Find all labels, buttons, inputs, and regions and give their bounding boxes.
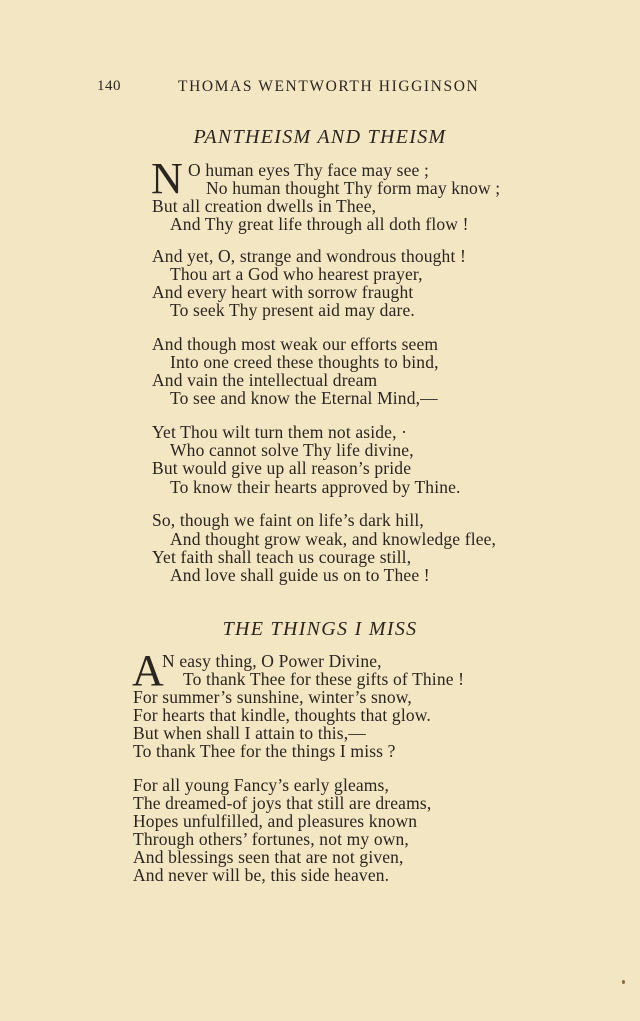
poem-line: And blessings seen that are not given, — [133, 847, 404, 867]
poem-line: Yet faith shall teach us courage still, — [152, 547, 412, 567]
poem-line: For summer’s sunshine, winter’s snow, — [133, 687, 412, 707]
poem-line: The dreamed-of joys that still are dreams, — [133, 793, 432, 813]
poem-line: And every heart with sorrow fraught — [152, 282, 414, 302]
poem-line: And never will be, this side heaven. — [133, 865, 390, 885]
poem-title: PANTHEISM AND THEISM — [193, 126, 447, 148]
running-title: THOMAS WENTWORTH HIGGINSON — [178, 78, 480, 95]
poem-line: Through others’ fortunes, not my own, — [133, 829, 409, 849]
poem-line: And love shall guide us on to Thee ! — [170, 565, 430, 585]
poem-line: And yet, O, strange and wondrous thought ! — [152, 246, 466, 266]
poem-line: To seek Thy present aid may dare. — [170, 300, 415, 320]
poem-line: Into one creed these thoughts to bind, — [170, 352, 439, 372]
poem-line: And Thy great life through all doth flow ! — [170, 214, 469, 234]
poem-line: But would give up all reason’s pride — [152, 458, 412, 478]
poem-line: So, though we faint on life’s dark hill, — [152, 510, 424, 530]
poem-line: Who cannot solve Thy life divine, — [170, 440, 414, 460]
page-header — [0, 78, 640, 100]
poem-line: But all creation dwells in Thee, — [152, 196, 377, 216]
poem-line: And though most weak our efforts seem — [152, 334, 439, 354]
drop-cap: N — [151, 154, 183, 203]
poem-line: O human eyes Thy face may see ; — [188, 160, 429, 180]
poem-line: And thought grow weak, and knowledge flee, — [170, 529, 497, 549]
poem-line: To see and know the Eternal Mind,— — [170, 388, 438, 408]
poem-line: N easy thing, O Power Divine, — [162, 651, 382, 671]
poem-line: Yet Thou wilt turn them not aside, · — [152, 422, 408, 442]
poem-line: For all young Fancy’s early gleams, — [133, 775, 390, 795]
poem-line: But when shall I attain to this,— — [133, 723, 366, 743]
poem-line: For hearts that kindle, thoughts that glow. — [133, 705, 431, 725]
poem-line: Thou art a God who hearest prayer, — [170, 264, 423, 284]
page-number: 140 — [97, 78, 121, 94]
drop-cap: A — [132, 646, 164, 695]
poem-line: And vain the intellectual dream — [152, 370, 378, 390]
poem-line: To thank Thee for the things I miss ? — [133, 741, 396, 761]
poem-line: Hopes unfulfilled, and pleasures known — [133, 811, 418, 831]
poem-line: No human thought Thy form may know ; — [206, 178, 501, 198]
poem-line: To know their hearts approved by Thine. — [170, 477, 461, 497]
poem-line: To thank Thee for these gifts of Thine ! — [183, 669, 465, 689]
poem-title: THE THINGS I MISS — [222, 618, 418, 640]
paper-speck — [622, 980, 625, 984]
